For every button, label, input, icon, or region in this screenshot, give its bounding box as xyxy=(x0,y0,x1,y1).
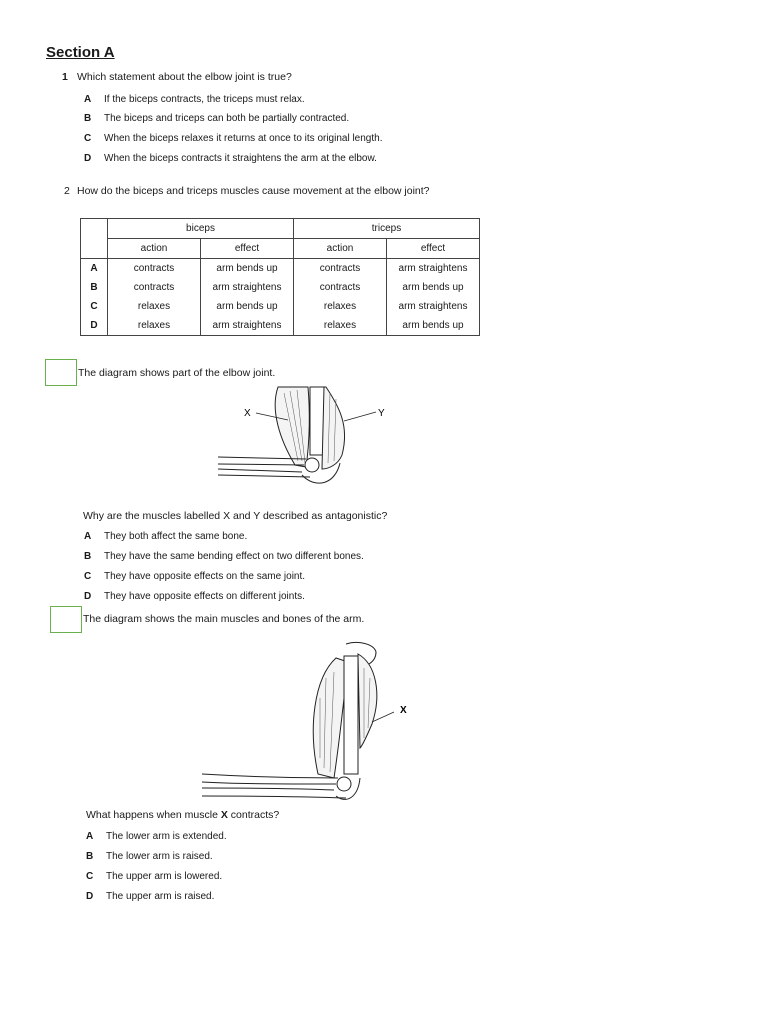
table-sub-header: action xyxy=(294,239,387,259)
table-sub-header: effect xyxy=(201,239,294,259)
table-sub-header: action xyxy=(108,239,201,259)
arm-muscles-diagram xyxy=(196,638,426,804)
table-cell: relaxes xyxy=(294,297,387,316)
q4-answer-box[interactable] xyxy=(50,606,82,633)
q4-option-c: The upper arm is lowered. xyxy=(106,871,223,882)
q3-text: Why are the muscles labelled X and Y described as antagonistic? xyxy=(83,510,388,522)
table-cell: relaxes xyxy=(108,316,201,336)
q4-option-a: The lower arm is extended. xyxy=(106,831,227,842)
q4-text-bold: X xyxy=(220,809,228,821)
row-letter: D xyxy=(81,316,108,336)
q3-option-a-letter: A xyxy=(84,531,92,542)
q4-intro: The diagram shows the main muscles and bones of the arm. xyxy=(83,613,365,625)
q4-option-d: The upper arm is raised. xyxy=(106,891,215,902)
row-letter: C xyxy=(81,297,108,316)
q4-option-b: The lower arm is raised. xyxy=(106,851,213,862)
q1-option-b: The biceps and triceps can both be partially contracted. xyxy=(104,113,350,124)
q1-option-a: If the biceps contracts, the triceps must relax. xyxy=(104,94,305,105)
table-corner-lower xyxy=(81,239,108,259)
q3-option-c-letter: C xyxy=(84,571,92,582)
q2-text: How do the biceps and triceps muscles cause movement at the elbow joint? xyxy=(77,185,430,197)
table-group-header-biceps: biceps xyxy=(108,219,294,239)
q4-option-b-letter: B xyxy=(86,851,94,862)
q3-option-a: They both affect the same bone. xyxy=(104,531,248,542)
table-cell: contracts xyxy=(108,278,201,297)
table-cell: contracts xyxy=(294,278,387,297)
q1-option-a-letter: A xyxy=(84,94,92,105)
table-cell: arm bends up xyxy=(387,316,480,336)
table-cell: arm straightens xyxy=(387,259,480,279)
q4-text-pre: What happens when muscle xyxy=(86,809,221,821)
table-cell: relaxes xyxy=(108,297,201,316)
table-cell: relaxes xyxy=(294,316,387,336)
q1-text: Which statement about the elbow joint is true? xyxy=(77,71,292,83)
label-y: Y xyxy=(378,408,385,419)
q2-number: 2 xyxy=(64,185,70,197)
table-corner xyxy=(81,219,108,239)
label-x: X xyxy=(244,408,251,419)
table-cell: arm straightens xyxy=(387,297,480,316)
table-row xyxy=(81,316,480,336)
table-cell: arm bends up xyxy=(201,259,294,279)
row-letter: A xyxy=(81,259,108,279)
q3-option-b: They have the same bending effect on two different bones. xyxy=(104,551,364,562)
section-title: Section A xyxy=(46,44,115,61)
table-row xyxy=(81,297,480,316)
table-cell: contracts xyxy=(294,259,387,279)
q4-option-d-letter: D xyxy=(86,891,94,902)
q4-option-c-letter: C xyxy=(86,871,94,882)
q3-answer-box[interactable] xyxy=(45,359,77,386)
q1-option-c-letter: C xyxy=(84,133,92,144)
table-cell: contracts xyxy=(108,259,201,279)
table-cell: arm bends up xyxy=(201,297,294,316)
table-sub-header: effect xyxy=(387,239,480,259)
q1-option-d: When the biceps contracts it straightens the arm at the elbow. xyxy=(104,153,377,164)
table-row xyxy=(81,259,480,279)
row-letter: B xyxy=(81,278,108,297)
q1-number: 1 xyxy=(62,71,68,83)
q1-option-d-letter: D xyxy=(84,153,92,164)
q1-option-c: When the biceps relaxes it returns at once to its original length. xyxy=(104,133,383,144)
q3-option-d: They have opposite effects on different joints. xyxy=(104,591,305,602)
table-cell: arm straightens xyxy=(201,316,294,336)
table-cell: arm bends up xyxy=(387,278,480,297)
label-x: X xyxy=(400,705,407,716)
table-group-header-triceps: triceps xyxy=(294,219,480,239)
q1-option-b-letter: B xyxy=(84,113,92,124)
q4-option-a-letter: A xyxy=(86,831,94,842)
q3-option-b-letter: B xyxy=(84,551,92,562)
table-row xyxy=(81,278,480,297)
q2-options-table xyxy=(80,218,480,336)
elbow-joint-diagram xyxy=(210,385,400,495)
q3-option-c: They have opposite effects on the same joint. xyxy=(104,571,306,582)
q4-text-post: contracts? xyxy=(227,809,280,821)
table-cell: arm straightens xyxy=(201,278,294,297)
q3-option-d-letter: D xyxy=(84,591,92,602)
q4-text xyxy=(86,809,279,821)
q3-intro: The diagram shows part of the elbow joint. xyxy=(78,367,276,379)
